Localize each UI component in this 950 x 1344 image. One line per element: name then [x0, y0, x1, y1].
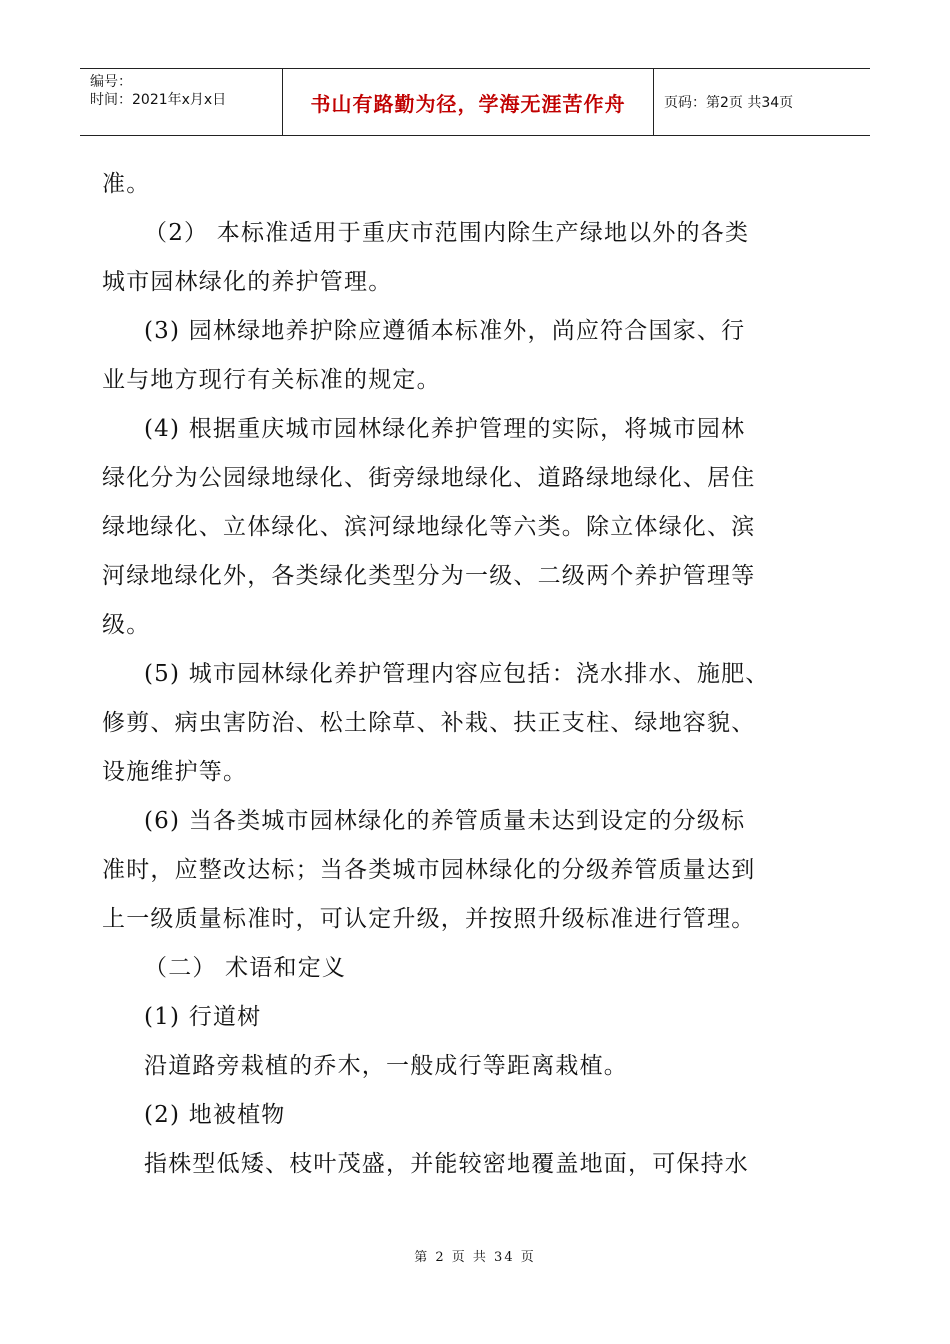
paragraph-line: 准时，应整改达标；当各类城市园林绿化的分级养管质量达到: [102, 857, 756, 883]
document-header: [80, 68, 870, 136]
page-footer: 第 2 页 共 34 页: [414, 1250, 536, 1265]
paragraph-line: 城市园林绿化的养护管理。: [102, 269, 393, 295]
paragraph-line: (6) 当各类城市园林绿化的养管质量未达到设定的分级标: [144, 808, 746, 834]
paragraph-line: (5) 城市园林绿化养护管理内容应包括：浇水排水、施肥、: [144, 661, 770, 687]
paragraph-line: 修剪、病虫害防治、松土除草、补栽、扶正支柱、绿地容貌、: [102, 710, 756, 736]
time-label: 时间：2021年x月x日: [90, 92, 227, 108]
paragraph-line: 准。: [102, 171, 151, 197]
term-definition: 沿道路旁栽植的乔木，一般成行等距离栽植。: [144, 1053, 628, 1079]
term-heading: (2) 地被植物: [144, 1102, 286, 1128]
term-definition: 指株型低矮、枝叶茂盛，并能较密地覆盖地面，可保持水: [144, 1151, 749, 1177]
paragraph-line: 绿化分为公园绿地绿化、街旁绿地绿化、道路绿地绿化、居住: [102, 465, 756, 491]
header-page-info: 页码：第2页 共34页: [664, 95, 794, 111]
paragraph-line: 级。: [102, 612, 151, 638]
serial-label: 编号：: [90, 74, 132, 90]
paragraph-line: (4) 根据重庆城市园林绿化养护管理的实际，将城市园林: [144, 416, 746, 442]
paragraph-line: (3) 园林绿地养护除应遵循本标准外，尚应符合国家、行: [144, 318, 746, 344]
paragraph-line: 设施维护等。: [102, 759, 248, 785]
section-heading: （二） 术语和定义: [144, 955, 347, 981]
document-body: [102, 160, 822, 1189]
term-heading: (1) 行道树: [144, 1004, 262, 1030]
header-motto: 书山有路勤为径，学海无涯苦作舟: [282, 69, 654, 135]
paragraph-line: 上一级质量标准时，可认定升级，并按照升级标准进行管理。: [102, 906, 756, 932]
paragraph-line: 河绿地绿化外，各类绿化类型分为一级、二级两个养护管理等: [102, 563, 756, 589]
paragraph-line: 业与地方现行有关标准的规定。: [102, 367, 441, 393]
paragraph-line: （2） 本标准适用于重庆市范围内除生产绿地以外的各类: [144, 220, 750, 246]
paragraph-line: 绿地绿化、立体绿化、滨河绿地绿化等六类。除立体绿化、滨: [102, 514, 756, 540]
header-meta: [80, 69, 282, 135]
